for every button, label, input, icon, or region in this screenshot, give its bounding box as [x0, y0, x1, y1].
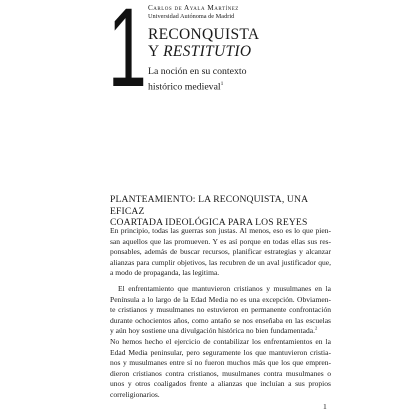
footnote-mark: 2: [314, 325, 318, 331]
text-line: unos y otros coaligados frente a alianzas que incluían a sus propios: [110, 379, 331, 389]
subtitle-line1: La noción en su contexto: [148, 66, 247, 77]
section-heading-line2: COARTADA IDEOLÓGICA PARA LOS REYES: [110, 217, 308, 228]
text-line: Edad Media peninsular, pero seguramente los que mantuvieron cristia-: [110, 347, 331, 357]
subtitle-footnote-mark: 1: [220, 81, 224, 87]
text-line: alianzas para cumplir objetivos, las recubren de un aval justificador que,: [110, 257, 331, 267]
section-heading: [110, 194, 340, 229]
text-line: a modo de propaganda, las legitima.: [110, 268, 220, 278]
text-line: No hemos hecho el ejercicio de contabilizar los enfrentamientos en la: [110, 336, 331, 346]
chapter-title-italic: RESTITUTIO: [163, 43, 252, 60]
author-name: Carlos de Ayala Martínez: [148, 4, 239, 12]
chapter-number: 1: [108, 0, 145, 110]
subtitle-line2: histórico medieval: [148, 81, 221, 93]
text-line: durante ochocientos años, como antaño se nos enseñaba en las escuelas: [110, 315, 331, 325]
text-line: correligionarios.: [110, 389, 160, 399]
text-line: san aquellos que las promueven. Y es así porque en todas ellas sus res-: [110, 236, 331, 246]
text-line: te cristianos y musulmanes no estuvieron en permanente confrontación: [110, 305, 331, 315]
text-line: El enfrentamiento que mantuvieron cristianos y musulmanes en la: [118, 283, 331, 293]
section-heading-line1: PLANTEAMIENTO: LA RECONQUISTA, UNA EFICAZ: [110, 194, 308, 217]
chapter-subtitle: [148, 66, 278, 93]
page-number: 1: [323, 402, 327, 411]
text-line: nos y musulmanes entre sí no fueron muchos más que los que empren-: [110, 358, 331, 368]
text-line: ponsables, además de buscar recursos, planificar estrategias y alcanzar: [110, 247, 331, 257]
text-line: En principio, todas las guerras son justas. Al menos, eso es lo que pien-: [110, 226, 331, 235]
text-fragment: y aún hoy sostiene una divulgación histórica no bien fundamentada.: [110, 326, 315, 336]
chapter-title-line1: RECONQUISTA: [148, 26, 260, 43]
chapter-title-line2: [148, 43, 251, 60]
chapter-title-prefix: Y: [148, 43, 164, 60]
author-affiliation: Universidad Autónoma de Madrid: [148, 13, 235, 20]
body-text: [110, 226, 331, 401]
text-line-with-footnote: [110, 326, 331, 337]
text-line: Península a lo largo de la Edad Media no es una excepción. Obviamen-: [110, 294, 331, 304]
text-line: dieron cristianos contra cristianos, musulmanes contra musulmanes o: [110, 368, 331, 378]
